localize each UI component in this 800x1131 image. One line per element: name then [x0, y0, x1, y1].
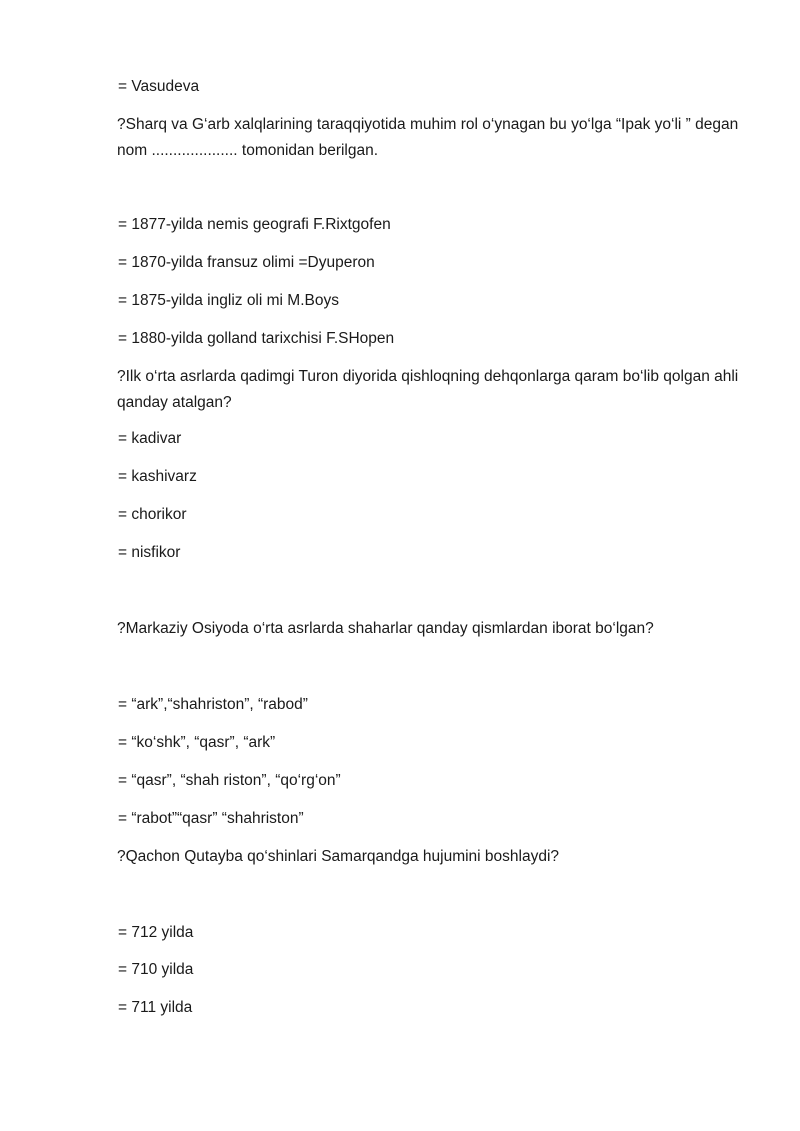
answer-option: = 712 yilda [118, 924, 194, 941]
answer-option: = 711 yilda [118, 999, 193, 1016]
answer-option: = Vasudeva [118, 78, 200, 95]
answer-option: = chorikor [118, 506, 187, 523]
answer-option: = “ark”,“shahriston”, “rabod” [118, 696, 308, 713]
question-text: ?Qachon Qutayba qo‘shinlari Samarqandga hujumini boshlaydi? [117, 848, 560, 865]
answer-option: = 1875-yilda ingliz oli mi M.Boys [118, 292, 339, 309]
answer-option: = “ko‘shk”, “qasr”, “ark” [118, 734, 276, 751]
question-text: ?Sharq va G‘arb xalqlarining taraqqiyotida muhim rol o‘ynagan bu yo‘lga “Ipak yo‘li ” degan nom .................... tomonidan berilgan. [117, 116, 739, 159]
answer-option: = 1877-yilda nemis geografi F.Rixtgofen [118, 216, 391, 233]
question-text: ?Markaziy Osiyoda o‘rta asrlarda shaharlar qanday qismlardan iborat bo‘lgan? [117, 620, 654, 637]
answer-option: = “qasr”, “shah riston”, “qo‘rg‘on” [118, 772, 341, 789]
answer-option: = 1870-yilda fransuz olimi =Dyuperon [118, 254, 375, 271]
answer-option: = 710 yilda [118, 961, 194, 978]
answer-option: = 1880-yilda golland tarixchisi F.SHopen [118, 330, 395, 347]
answer-option: = nisfikor [118, 544, 181, 561]
answer-option: = kadivar [118, 430, 182, 447]
question-text: ?Ilk o‘rta asrlarda qadimgi Turon diyorida qishloqning dehqonlarga qaram bo‘lib qolgan ahli qanday atalgan? [117, 368, 739, 411]
answer-option: = kashivarz [118, 468, 197, 485]
answer-option: = “rabot”“qasr” “shahriston” [118, 810, 304, 827]
